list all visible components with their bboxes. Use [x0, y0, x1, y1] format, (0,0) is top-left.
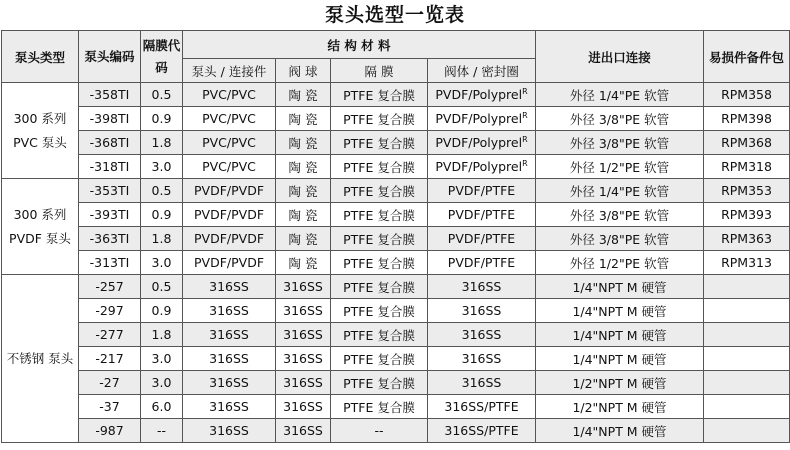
group-label: 不锈钢 泵头 [2, 275, 79, 443]
valve-seal-text: 316SS [461, 351, 502, 366]
valve-seal-cell [428, 323, 536, 347]
pump-code-text: -217 [95, 351, 124, 366]
valve-seal-cell [428, 299, 536, 323]
header-pump-connector: 泵头 / 连接件 [183, 59, 276, 83]
pump-connector-cell [183, 203, 276, 227]
valve-seal-cell [428, 419, 536, 443]
diaphragm-cell [331, 203, 428, 227]
valve-seal-cell [428, 179, 536, 203]
pump-code-text: -393TI [89, 207, 130, 222]
connection-text: 外径 1/4"PE 软管 [569, 87, 670, 103]
table-row [2, 275, 790, 299]
valve-ball-cell [276, 275, 331, 299]
connection-text: 外径 3/8"PE 软管 [569, 111, 670, 127]
table-row [2, 227, 790, 251]
diaphragm-code-text: 6.0 [151, 399, 172, 414]
pump-code-cell [79, 155, 141, 179]
header-valve-ball: 阀 球 [276, 59, 331, 83]
pump-connector-cell [183, 155, 276, 179]
table-row [2, 347, 790, 371]
diaphragm-code-cell [141, 419, 183, 443]
connection-text: 外径 1/4"PE 软管 [569, 183, 670, 199]
table-row [2, 323, 790, 347]
connection-cell [536, 227, 704, 251]
pump-connector-text: PVDF/PVDF [193, 255, 265, 270]
pump-code-text: -297 [95, 303, 124, 318]
table-row [2, 371, 790, 395]
valve-seal-text: 316SS/PTFE [444, 423, 519, 438]
page-title: 泵头选型一览表 [324, 4, 465, 26]
connection-text: 外径 3/8"PE 软管 [569, 231, 670, 247]
spare-kit-text: RPM318 [721, 159, 772, 174]
spare-kit-text: RPM353 [721, 183, 772, 198]
pump-connector-text: 316SS [209, 423, 249, 438]
valve-seal-cell [428, 107, 536, 131]
registered-mark: R [522, 135, 528, 144]
diaphragm-text: PTFE 复合膜 [343, 135, 415, 151]
connection-text: 1/4"NPT M 硬管 [572, 327, 667, 343]
table-row [2, 155, 790, 179]
diaphragm-text: PTFE 复合膜 [343, 327, 415, 343]
valve-ball-text: 316SS [283, 303, 323, 318]
valve-seal-text: PVDF/PTFE [447, 255, 516, 270]
valve-ball-cell [276, 419, 331, 443]
diaphragm-text: -- [374, 423, 384, 438]
valve-seal-cell [428, 203, 536, 227]
spare-kit-cell [704, 251, 790, 275]
pump-code-cell [79, 371, 141, 395]
pump-connector-text: 316SS [209, 399, 249, 414]
spare-kit-cell [704, 419, 790, 443]
valve-seal-text: PVDF/PTFE [447, 207, 516, 222]
pump-connector-cell [183, 299, 276, 323]
pump-code-text: -257 [95, 279, 124, 294]
pump-code-cell [79, 419, 141, 443]
pump-connector-cell [183, 179, 276, 203]
valve-ball-cell [276, 107, 331, 131]
connection-cell [536, 179, 704, 203]
pump-code-cell [79, 131, 141, 155]
valve-seal-cell [428, 131, 536, 155]
valve-ball-text: 陶 瓷 [288, 111, 318, 127]
valve-ball-cell [276, 227, 331, 251]
diaphragm-code-text: 1.8 [151, 231, 172, 246]
table-row [2, 203, 790, 227]
diaphragm-text: PTFE 复合膜 [343, 255, 415, 271]
spare-kit-cell [704, 107, 790, 131]
diaphragm-code-text: 3.0 [151, 375, 172, 390]
pump-connector-cell [183, 227, 276, 251]
pump-connector-text: 316SS [209, 303, 249, 318]
pump-code-text: -27 [99, 375, 120, 390]
spare-kit-cell [704, 371, 790, 395]
connection-cell [536, 83, 704, 107]
diaphragm-code-text: 0.9 [151, 111, 172, 126]
valve-ball-cell [276, 251, 331, 275]
diaphragm-text: PTFE 复合膜 [343, 375, 415, 391]
connection-text: 1/4"NPT M 硬管 [572, 351, 667, 367]
connection-text: 外径 3/8"PE 软管 [569, 207, 670, 223]
diaphragm-code-cell [141, 251, 183, 275]
diaphragm-cell [331, 131, 428, 155]
pump-code-cell [79, 251, 141, 275]
pump-connector-text: PVDF/PVDF [193, 207, 265, 222]
pump-connector-text: 316SS [209, 351, 249, 366]
pump-connector-text: PVDF/PVDF [193, 183, 265, 198]
diaphragm-code-cell [141, 155, 183, 179]
valve-seal-text: PVDF/Polyprel [435, 135, 523, 150]
valve-seal-text: 316SS [461, 327, 502, 342]
table-row [2, 83, 790, 107]
diaphragm-code-text: 0.5 [151, 87, 172, 102]
registered-mark: R [522, 159, 528, 168]
pump-code-text: -363TI [89, 231, 130, 246]
header-materials: 结 构 材 料 [183, 31, 536, 59]
spare-kit-cell [704, 299, 790, 323]
diaphragm-code-cell [141, 227, 183, 251]
spare-kit-text: RPM313 [721, 255, 772, 270]
valve-ball-text: 陶 瓷 [288, 183, 318, 199]
spare-kit-cell [704, 155, 790, 179]
diaphragm-code-text: 3.0 [151, 351, 172, 366]
pump-connector-text: 316SS [209, 375, 249, 390]
valve-ball-cell [276, 395, 331, 419]
valve-seal-cell [428, 395, 536, 419]
header-spare-parts: 易损件备件包 [704, 31, 790, 83]
valve-ball-text: 陶 瓷 [288, 87, 318, 103]
pump-code-cell [79, 179, 141, 203]
table-row [2, 107, 790, 131]
diaphragm-code-cell [141, 347, 183, 371]
valve-ball-cell [276, 83, 331, 107]
pump-code-text: -277 [95, 327, 124, 342]
spare-kit-text: RPM368 [721, 135, 772, 150]
connection-cell [536, 107, 704, 131]
valve-seal-cell [428, 371, 536, 395]
diaphragm-cell [331, 227, 428, 251]
pump-code-cell [79, 395, 141, 419]
valve-seal-cell [428, 155, 536, 179]
pump-code-text: -398TI [89, 111, 130, 126]
diaphragm-text: PTFE 复合膜 [343, 279, 415, 295]
pump-code-cell [79, 275, 141, 299]
valve-seal-text: 316SS [461, 279, 502, 294]
registered-mark: R [522, 87, 528, 96]
valve-ball-cell [276, 131, 331, 155]
valve-ball-text: 316SS [283, 327, 323, 342]
diaphragm-code-cell [141, 131, 183, 155]
valve-ball-text: 陶 瓷 [288, 207, 318, 223]
pump-code-cell [79, 227, 141, 251]
diaphragm-cell [331, 83, 428, 107]
spare-kit-cell [704, 395, 790, 419]
valve-seal-text: PVDF/PTFE [447, 231, 516, 246]
diaphragm-cell [331, 347, 428, 371]
pump-connector-cell [183, 395, 276, 419]
valve-seal-text: PVDF/Polyprel [435, 159, 523, 174]
diaphragm-cell [331, 371, 428, 395]
pump-head-table [1, 30, 790, 443]
valve-ball-cell [276, 323, 331, 347]
pump-connector-cell [183, 371, 276, 395]
connection-text: 1/4"NPT M 硬管 [572, 423, 667, 439]
spare-kit-text: RPM393 [721, 207, 772, 222]
pump-code-text: -368TI [89, 135, 130, 150]
spare-kit-cell [704, 347, 790, 371]
pump-code-text: -353TI [89, 183, 130, 198]
valve-ball-text: 316SS [283, 351, 323, 366]
diaphragm-code-cell [141, 299, 183, 323]
table-row [2, 179, 790, 203]
diaphragm-cell [331, 299, 428, 323]
table-row [2, 299, 790, 323]
pump-connector-cell [183, 131, 276, 155]
pump-code-cell [79, 107, 141, 131]
pump-connector-text: PVC/PVC [202, 87, 256, 102]
valve-ball-text: 316SS [283, 423, 323, 438]
diaphragm-text: PTFE 复合膜 [343, 87, 415, 103]
connection-text: 1/2"NPT M 硬管 [572, 375, 667, 391]
valve-ball-cell [276, 371, 331, 395]
valve-seal-text: PVDF/PTFE [447, 183, 516, 198]
pump-connector-text: PVC/PVC [202, 159, 256, 174]
spare-kit-cell [704, 131, 790, 155]
connection-cell [536, 251, 704, 275]
diaphragm-text: PTFE 复合膜 [343, 231, 415, 247]
spare-kit-cell [704, 179, 790, 203]
pump-code-cell [79, 299, 141, 323]
pump-connector-text: 316SS [209, 279, 249, 294]
connection-cell [536, 419, 704, 443]
connection-cell [536, 347, 704, 371]
header-connection: 进出口连接 [536, 31, 704, 83]
diaphragm-text: PTFE 复合膜 [343, 111, 415, 127]
table-row [2, 131, 790, 155]
valve-seal-text: 316SS [461, 375, 502, 390]
valve-seal-cell [428, 347, 536, 371]
spare-kit-cell [704, 275, 790, 299]
valve-ball-text: 316SS [283, 279, 323, 294]
header-pump-type: 泵头类型 [2, 31, 79, 83]
diaphragm-code-cell [141, 83, 183, 107]
table-row [2, 395, 790, 419]
diaphragm-cell [331, 179, 428, 203]
header-valve-seal: 阀体 / 密封圈 [428, 59, 536, 83]
diaphragm-code-cell [141, 203, 183, 227]
pump-connector-cell [183, 419, 276, 443]
pump-connector-text: 316SS [209, 327, 249, 342]
pump-code-text: -318TI [89, 159, 130, 174]
registered-mark: R [522, 111, 528, 120]
spare-kit-cell [704, 83, 790, 107]
diaphragm-text: PTFE 复合膜 [343, 183, 415, 199]
connection-text: 外径 3/8"PE 软管 [569, 135, 670, 151]
diaphragm-cell [331, 395, 428, 419]
diaphragm-text: PTFE 复合膜 [343, 207, 415, 223]
pump-connector-cell [183, 323, 276, 347]
valve-ball-cell [276, 203, 331, 227]
table-header [2, 31, 790, 83]
diaphragm-code-text: 0.5 [151, 183, 172, 198]
connection-cell [536, 131, 704, 155]
diaphragm-code-text: -- [156, 423, 167, 438]
pump-code-cell [79, 347, 141, 371]
pump-connector-cell [183, 251, 276, 275]
diaphragm-cell [331, 419, 428, 443]
valve-seal-cell [428, 83, 536, 107]
pump-connector-cell [183, 107, 276, 131]
diaphragm-code-text: 3.0 [151, 255, 172, 270]
spare-kit-text: RPM363 [721, 231, 772, 246]
valve-seal-cell [428, 275, 536, 299]
diaphragm-cell [331, 155, 428, 179]
spare-kit-cell [704, 323, 790, 347]
valve-ball-text: 316SS [283, 375, 323, 390]
diaphragm-text: PTFE 复合膜 [343, 399, 415, 415]
header-pump-code: 泵头编码 [79, 31, 141, 83]
diaphragm-cell [331, 251, 428, 275]
pump-code-cell [79, 323, 141, 347]
header-diaphragm: 隔 膜 [331, 59, 428, 83]
table-row [2, 419, 790, 443]
diaphragm-code-cell [141, 371, 183, 395]
valve-ball-text: 陶 瓷 [288, 159, 318, 175]
diaphragm-code-text: 1.8 [151, 135, 172, 150]
valve-ball-cell [276, 347, 331, 371]
pump-code-text: -313TI [89, 255, 130, 270]
connection-cell [536, 203, 704, 227]
diaphragm-code-text: 0.9 [151, 207, 172, 222]
connection-cell [536, 371, 704, 395]
spare-kit-text: RPM358 [721, 87, 772, 102]
group-label: 300 系列 PVC 泵头 [2, 83, 79, 179]
valve-seal-cell [428, 251, 536, 275]
diaphragm-cell [331, 275, 428, 299]
spare-kit-text: RPM398 [721, 111, 772, 126]
diaphragm-text: PTFE 复合膜 [343, 303, 415, 319]
header-diaphragm-code: 隔膜代码 [141, 31, 183, 83]
valve-ball-text: 陶 瓷 [288, 231, 318, 247]
pump-connector-text: PVDF/PVDF [193, 231, 265, 246]
pump-code-text: -987 [95, 423, 124, 438]
diaphragm-code-cell [141, 179, 183, 203]
pump-connector-cell [183, 275, 276, 299]
diaphragm-cell [331, 323, 428, 347]
pump-connector-text: PVC/PVC [202, 111, 256, 126]
connection-text: 1/4"NPT M 硬管 [572, 279, 667, 295]
connection-cell [536, 275, 704, 299]
valve-seal-cell [428, 227, 536, 251]
pump-connector-cell [183, 83, 276, 107]
valve-ball-text: 陶 瓷 [288, 255, 318, 271]
pump-connector-text: PVC/PVC [202, 135, 256, 150]
valve-seal-text: PVDF/Polyprel [435, 87, 523, 102]
valve-ball-cell [276, 179, 331, 203]
valve-ball-text: 316SS [283, 399, 323, 414]
spare-kit-cell [704, 203, 790, 227]
spare-kit-cell [704, 227, 790, 251]
valve-ball-cell [276, 155, 331, 179]
pump-code-text: -37 [99, 399, 120, 414]
diaphragm-code-cell [141, 275, 183, 299]
pump-code-cell [79, 203, 141, 227]
diaphragm-code-cell [141, 107, 183, 131]
connection-text: 外径 1/2"PE 软管 [569, 255, 670, 271]
connection-cell [536, 299, 704, 323]
valve-ball-text: 陶 瓷 [288, 135, 318, 151]
pump-connector-cell [183, 347, 276, 371]
table-row [2, 251, 790, 275]
table-body [2, 83, 790, 443]
connection-text: 1/2"NPT M 硬管 [572, 399, 667, 415]
connection-cell [536, 155, 704, 179]
diaphragm-code-text: 0.9 [151, 303, 172, 318]
pump-code-text: -358TI [89, 87, 130, 102]
valve-ball-cell [276, 299, 331, 323]
valve-seal-text: 316SS [461, 303, 502, 318]
diaphragm-cell [331, 107, 428, 131]
valve-seal-text: PVDF/Polyprel [435, 111, 523, 126]
diaphragm-code-text: 1.8 [151, 327, 172, 342]
valve-seal-text: 316SS/PTFE [444, 399, 519, 414]
diaphragm-text: PTFE 复合膜 [343, 351, 415, 367]
connection-text: 外径 1/2"PE 软管 [569, 159, 670, 175]
group-label: 300 系列 PVDF 泵头 [2, 179, 79, 275]
diaphragm-code-cell [141, 323, 183, 347]
connection-cell [536, 323, 704, 347]
pump-code-cell [79, 83, 141, 107]
diaphragm-code-cell [141, 395, 183, 419]
diaphragm-text: PTFE 复合膜 [343, 159, 415, 175]
connection-text: 1/4"NPT M 硬管 [572, 303, 667, 319]
diaphragm-code-text: 3.0 [151, 159, 172, 174]
diaphragm-code-text: 0.5 [151, 279, 172, 294]
connection-cell [536, 395, 704, 419]
